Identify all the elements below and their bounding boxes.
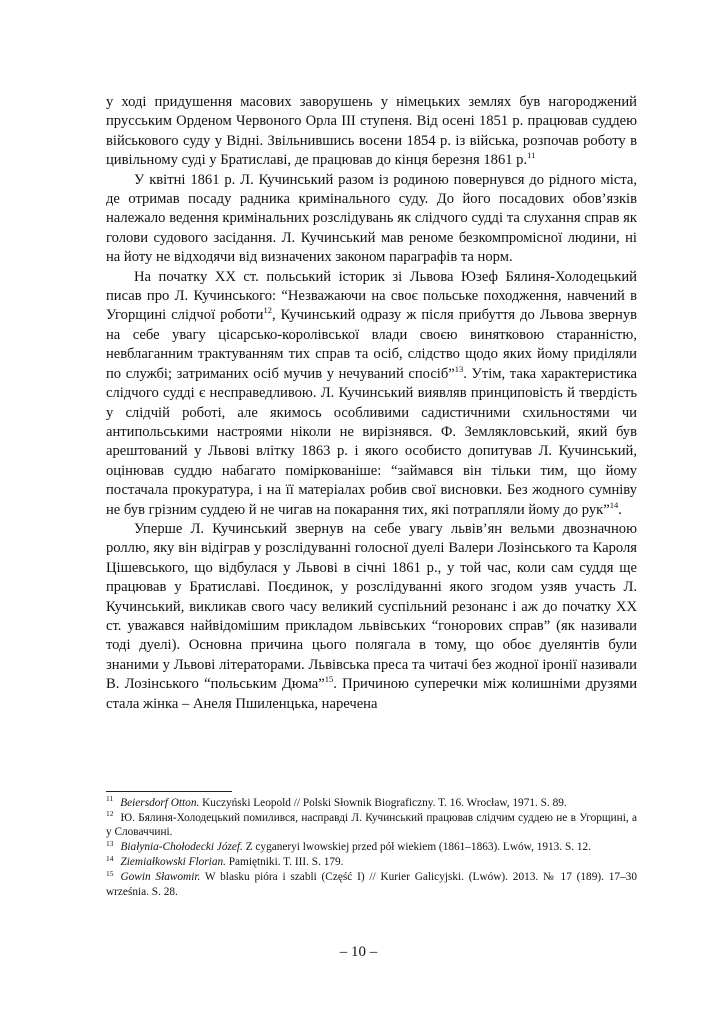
footnote-number: 15 xyxy=(106,868,114,878)
text-run: . Утім, така характеристика слідчого судді є несправедливою. Л. Кучинський виявляв принциповість й твердість у слідчій роботі, але якимось особливими садистичними схильностями чи антипольськими настроями ніколи не вирізнявся. Ф. Землякловський, який був арештований у Львові влітку 1863 р. і якого особисто допитував Л. Кучинський, оцінював суддю набагато поміркованіше: “займався він тільки тим, що йому постачала прокуратура, і на її матеріалах робив свої висновки. Без жодного сумніву не був грізним суддею й не чигав на покарання тих, які потрапляли йому до рук” xyxy=(106,365,637,518)
text-run: . xyxy=(618,501,622,518)
footnote-reference: 13 xyxy=(454,363,464,374)
text-run: , Кучинський одразу ж після прибуття до Львова звернув на себе увагу цісарсько-королівської влади своєю винятковою старанністю, невблаганним трактуванням тих справ та осіб, слідство щодо яких йому приділяли по службі; затриманих осіб мучив у нечуваний спосіб” xyxy=(106,307,638,382)
text-run: Уперше Л. Кучинський звернув на себе увагу львів’ян вельми двозначною роллю, яку він відіграв у розслідуванні голосної дуелі Валери Лозінського та Кароля Цішевського, що відбулася у Львові в січні 1861 р., у той час, коли сам суддя ще працював у Братиславі. Поєдинок, у розслідуванні якого згодом узяв участь Л. Кучинський, викликав свого часу великий суспільний резонанс і аж до початку ХХ ст. уважався найвідомішим прикладом львівських “гонорових справ” (як називали тоді дуелі). Основна причина цього полягала в тому, що обоє дуелянтів були знаними у Львові літераторами. Львівська преса та читачі без жодної іронії називали В. Лозінського “польським Дюма” xyxy=(106,520,637,693)
footnote xyxy=(106,855,637,869)
footnote-reference: 14 xyxy=(609,499,619,510)
text-run: . Причиною суперечки між колишніми друзями стала жінка – Анеля Пшиленцька, наречена xyxy=(106,676,637,712)
text-run: Pamiętniki. T. III. S. 179. xyxy=(225,856,344,869)
text-run: На початку ХХ ст. польський історик зі Львова Юзеф Бялиня-Холодецький писав про Л. Кучинського: “Незважаючи на своє польське походження, навчений в Угорщині слідчої роботи xyxy=(106,268,637,324)
text-run: Kuczyński Leopold // Polski Słownik Biograficzny. T. 16. Wrocław, 1971. S. 89. xyxy=(199,797,567,809)
footnote xyxy=(106,840,637,854)
text-run: W blasku pióra i szabli (Część I) // Kurier Galicyjski. (Lwów). 2013. № 17 (189). 17–30 września. S. 28. xyxy=(106,871,637,898)
author-name: Gowin Sławomir. xyxy=(120,871,201,884)
main-text xyxy=(106,93,637,714)
footnote-separator xyxy=(106,791,232,792)
footnote-number: 13 xyxy=(106,838,114,848)
author-name: Ziemiałkowski Florian. xyxy=(120,856,226,869)
paragraph xyxy=(106,520,637,714)
footnote-reference: 12 xyxy=(263,305,272,316)
text-run: Z cyganeryi lwowskiej przed pół wiekiem (1861–1863). Lwów, 1913. S. 12. xyxy=(242,841,592,854)
paragraph xyxy=(106,93,637,171)
author-name: Białynia-Chołodecki Józef. xyxy=(120,841,243,854)
footnote-number: 14 xyxy=(106,853,114,863)
footnote xyxy=(106,811,637,840)
paragraph xyxy=(106,268,637,520)
footnote xyxy=(106,870,637,899)
footnote-reference: 15 xyxy=(324,674,334,685)
text-run: У квітні 1861 р. Л. Кучинський разом із родиною повернувся до рідного міста, де отримав посаду радника кримінального суду. До його посадових обов’язків належало ведення кримінальних розслідувань як слідчого судді та слухання справ як голови судового засідання. Л. Кучинський мав реноме безкомпромісної людини, ні на йоту не відходячи від визначених законом параграфів та норм. xyxy=(106,171,637,266)
author-name: Beiersdorf Otton. xyxy=(120,797,200,809)
footnote xyxy=(106,796,637,810)
text-run: у ході придушення масових заворушень у німецьких землях був нагороджений прусським Орденом Червоного Орла ІІІ ступеня. Від осені 1851 р. працював суддею військового суду у Відні. Звільнившись восени 1854 р. із війська, розпочав роботу в цивільному суді у Братиславі, де працював до кінця березня 1861 р. xyxy=(106,94,637,169)
page-number: – 10 – xyxy=(339,944,378,960)
footnote-reference: 11 xyxy=(527,150,536,161)
text-run: Ю. Бялиня-Холодецький помилився, насправді Л. Кучинський працював слідчим суддею не в Угорщині, а у Словаччині. xyxy=(106,812,637,839)
footnote-number: 11 xyxy=(106,794,114,804)
footnote-number: 12 xyxy=(106,809,114,819)
footnotes xyxy=(106,796,637,900)
paragraph xyxy=(106,171,637,268)
